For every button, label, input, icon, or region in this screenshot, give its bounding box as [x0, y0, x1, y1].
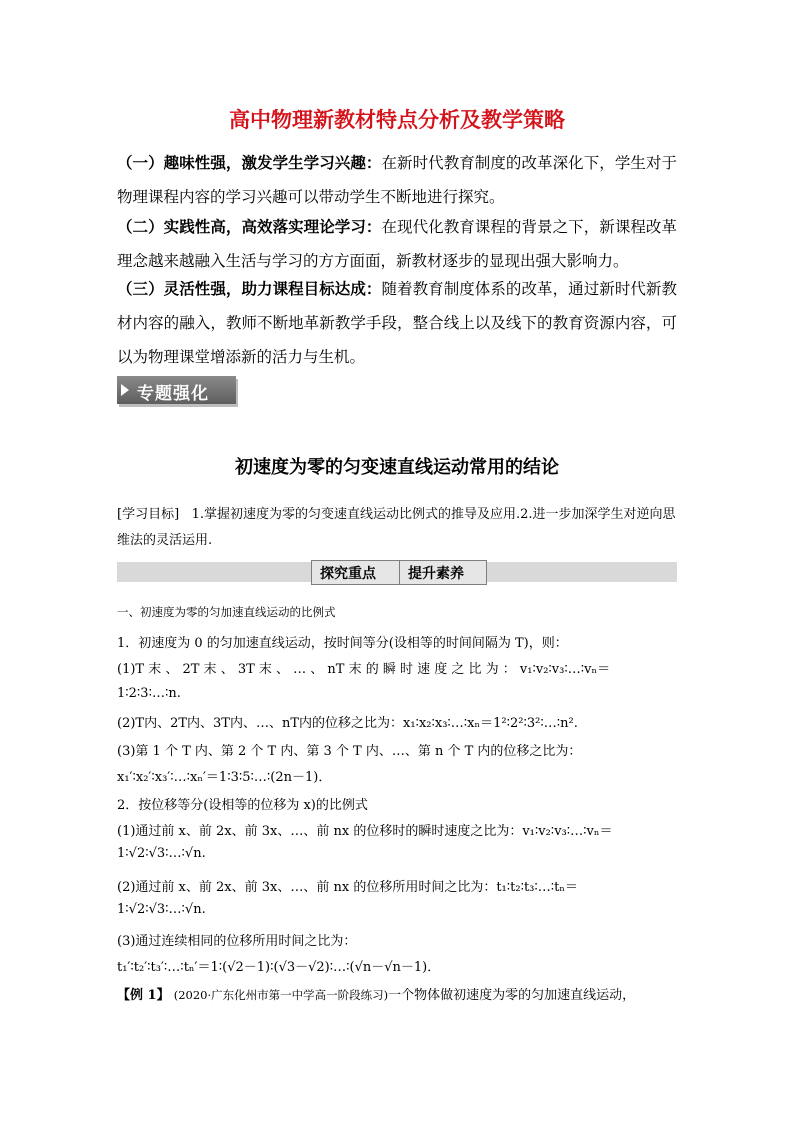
page-title: 高中物理新教材特点分析及教学策略: [229, 108, 565, 132]
bar-right-label: 提升素养: [408, 566, 464, 582]
arrow-icon: [121, 384, 129, 396]
ratio-1-line-b: 1∶2∶3∶…∶n.: [117, 686, 181, 701]
section-2: [117, 210, 677, 278]
section-bar-label: [311, 560, 487, 585]
objective-text: 1.掌握初速度为零的匀变速直线运动比例式的推导及应用.2.进一步加深学生对逆向思维法的灵活运用.: [117, 507, 676, 548]
section-1-heading: （一）趣味性强，激发学生学习兴趣：: [117, 154, 382, 172]
example-text: 一个物体做初速度为零的匀加速直线运动，: [388, 988, 636, 1003]
section-2-body: 在现代化教育课程的背景之下，新课程改革理念越来越融入生活与学习的方方面面，新教材逐步的显现出强大影响力。: [117, 218, 677, 270]
topic-banner: [117, 376, 236, 404]
ratio-1-line-a: (1)T 末 、 2T 末 、 3T 末 、 … 、 nT 末 的 瞬 时 速 度 之 比 为 ： v₁∶v₂∶v₃∶…∶vₙ＝: [117, 662, 611, 677]
section-3-heading: （三）灵活性强，助力课程目标达成：: [117, 280, 382, 298]
disp-ratio-1-line-b: 1∶√2∶√3∶…∶√n.: [117, 846, 206, 861]
disp-ratio-3-line-b: t₁′∶t₂′∶t₃′∶…∶tₙ′＝1∶(√2－1)∶(√3－√2)∶…∶(√n－√n－1)．: [117, 960, 441, 975]
ratio-3-line-a: (3)第 1 个 T 内、第 2 个 T 内、第 3 个 T 内、…、第 n 个 T 内的位移之比为：: [117, 744, 582, 759]
heading-1: 一、初速度为零的匀加速直线运动的比例式: [117, 605, 336, 619]
learning-objective: [117, 502, 677, 554]
point-2: 2．按位移等分(设相等的位移为 x)的比例式: [117, 798, 368, 813]
section-3: [117, 272, 677, 374]
bar-left-label: 探究重点: [320, 566, 376, 582]
section-1-body: 在新时代教育制度的改革深化下，学生对于物理课程内容的学习兴趣可以带动学生不断地进行探究。: [117, 154, 677, 206]
disp-ratio-2-line-a: (2)通过前 x、前 2x、前 3x、…、前 nx 的位移所用时间之比为：t₁∶t₂∶t₃∶…∶tₙ＝: [117, 880, 579, 895]
section-3-body: 随着教育制度体系的改革，通过新时代新教材内容的融入，教师不断地革新教学手段，整合线上以及线下的教育资源内容，可以为物理课堂增添新的活力与生机。: [117, 280, 677, 366]
ratio-3-line-b: x₁′∶x₂′∶x₃′∶…∶xₙ′＝1∶3∶5∶…∶(2n－1)．: [117, 770, 332, 785]
disp-ratio-1-line-a: (1)通过前 x、前 2x、前 3x、…、前 nx 的位移时的瞬时速度之比为：v₁∶v₂∶v₃∶…∶vₙ＝: [117, 824, 613, 839]
disp-ratio-3-line-a: (3)通过连续相同的位移所用时间之比为：: [117, 934, 357, 949]
example-1: [117, 984, 677, 1003]
banner-label: 专题强化: [137, 384, 209, 404]
ratio-2-line: (2)T内、2T内、3T内、…、nT内的位移之比为：x₁∶x₂∶x₃∶…∶xₙ＝1²∶2²∶3²∶…∶n².: [117, 716, 578, 731]
objective-label: [学习目标]: [117, 507, 180, 522]
section-1: [117, 146, 677, 214]
example-source: (2020·广东化州市第一中学高一阶段练习): [173, 988, 389, 1002]
section-title: 初速度为零的匀变速直线运动常用的结论: [235, 457, 559, 478]
point-1: 1．初速度为 0 的匀加速直线运动，按时间等分(设相等的时间间隔为 T)，则：: [117, 636, 568, 651]
disp-ratio-2-line-b: 1∶√2∶√3∶…∶√n.: [117, 902, 206, 917]
bar-divider: [399, 561, 400, 584]
section-2-heading: （二）实践性高，高效落实理论学习：: [117, 218, 382, 236]
example-label: 【例 1】: [117, 988, 170, 1003]
